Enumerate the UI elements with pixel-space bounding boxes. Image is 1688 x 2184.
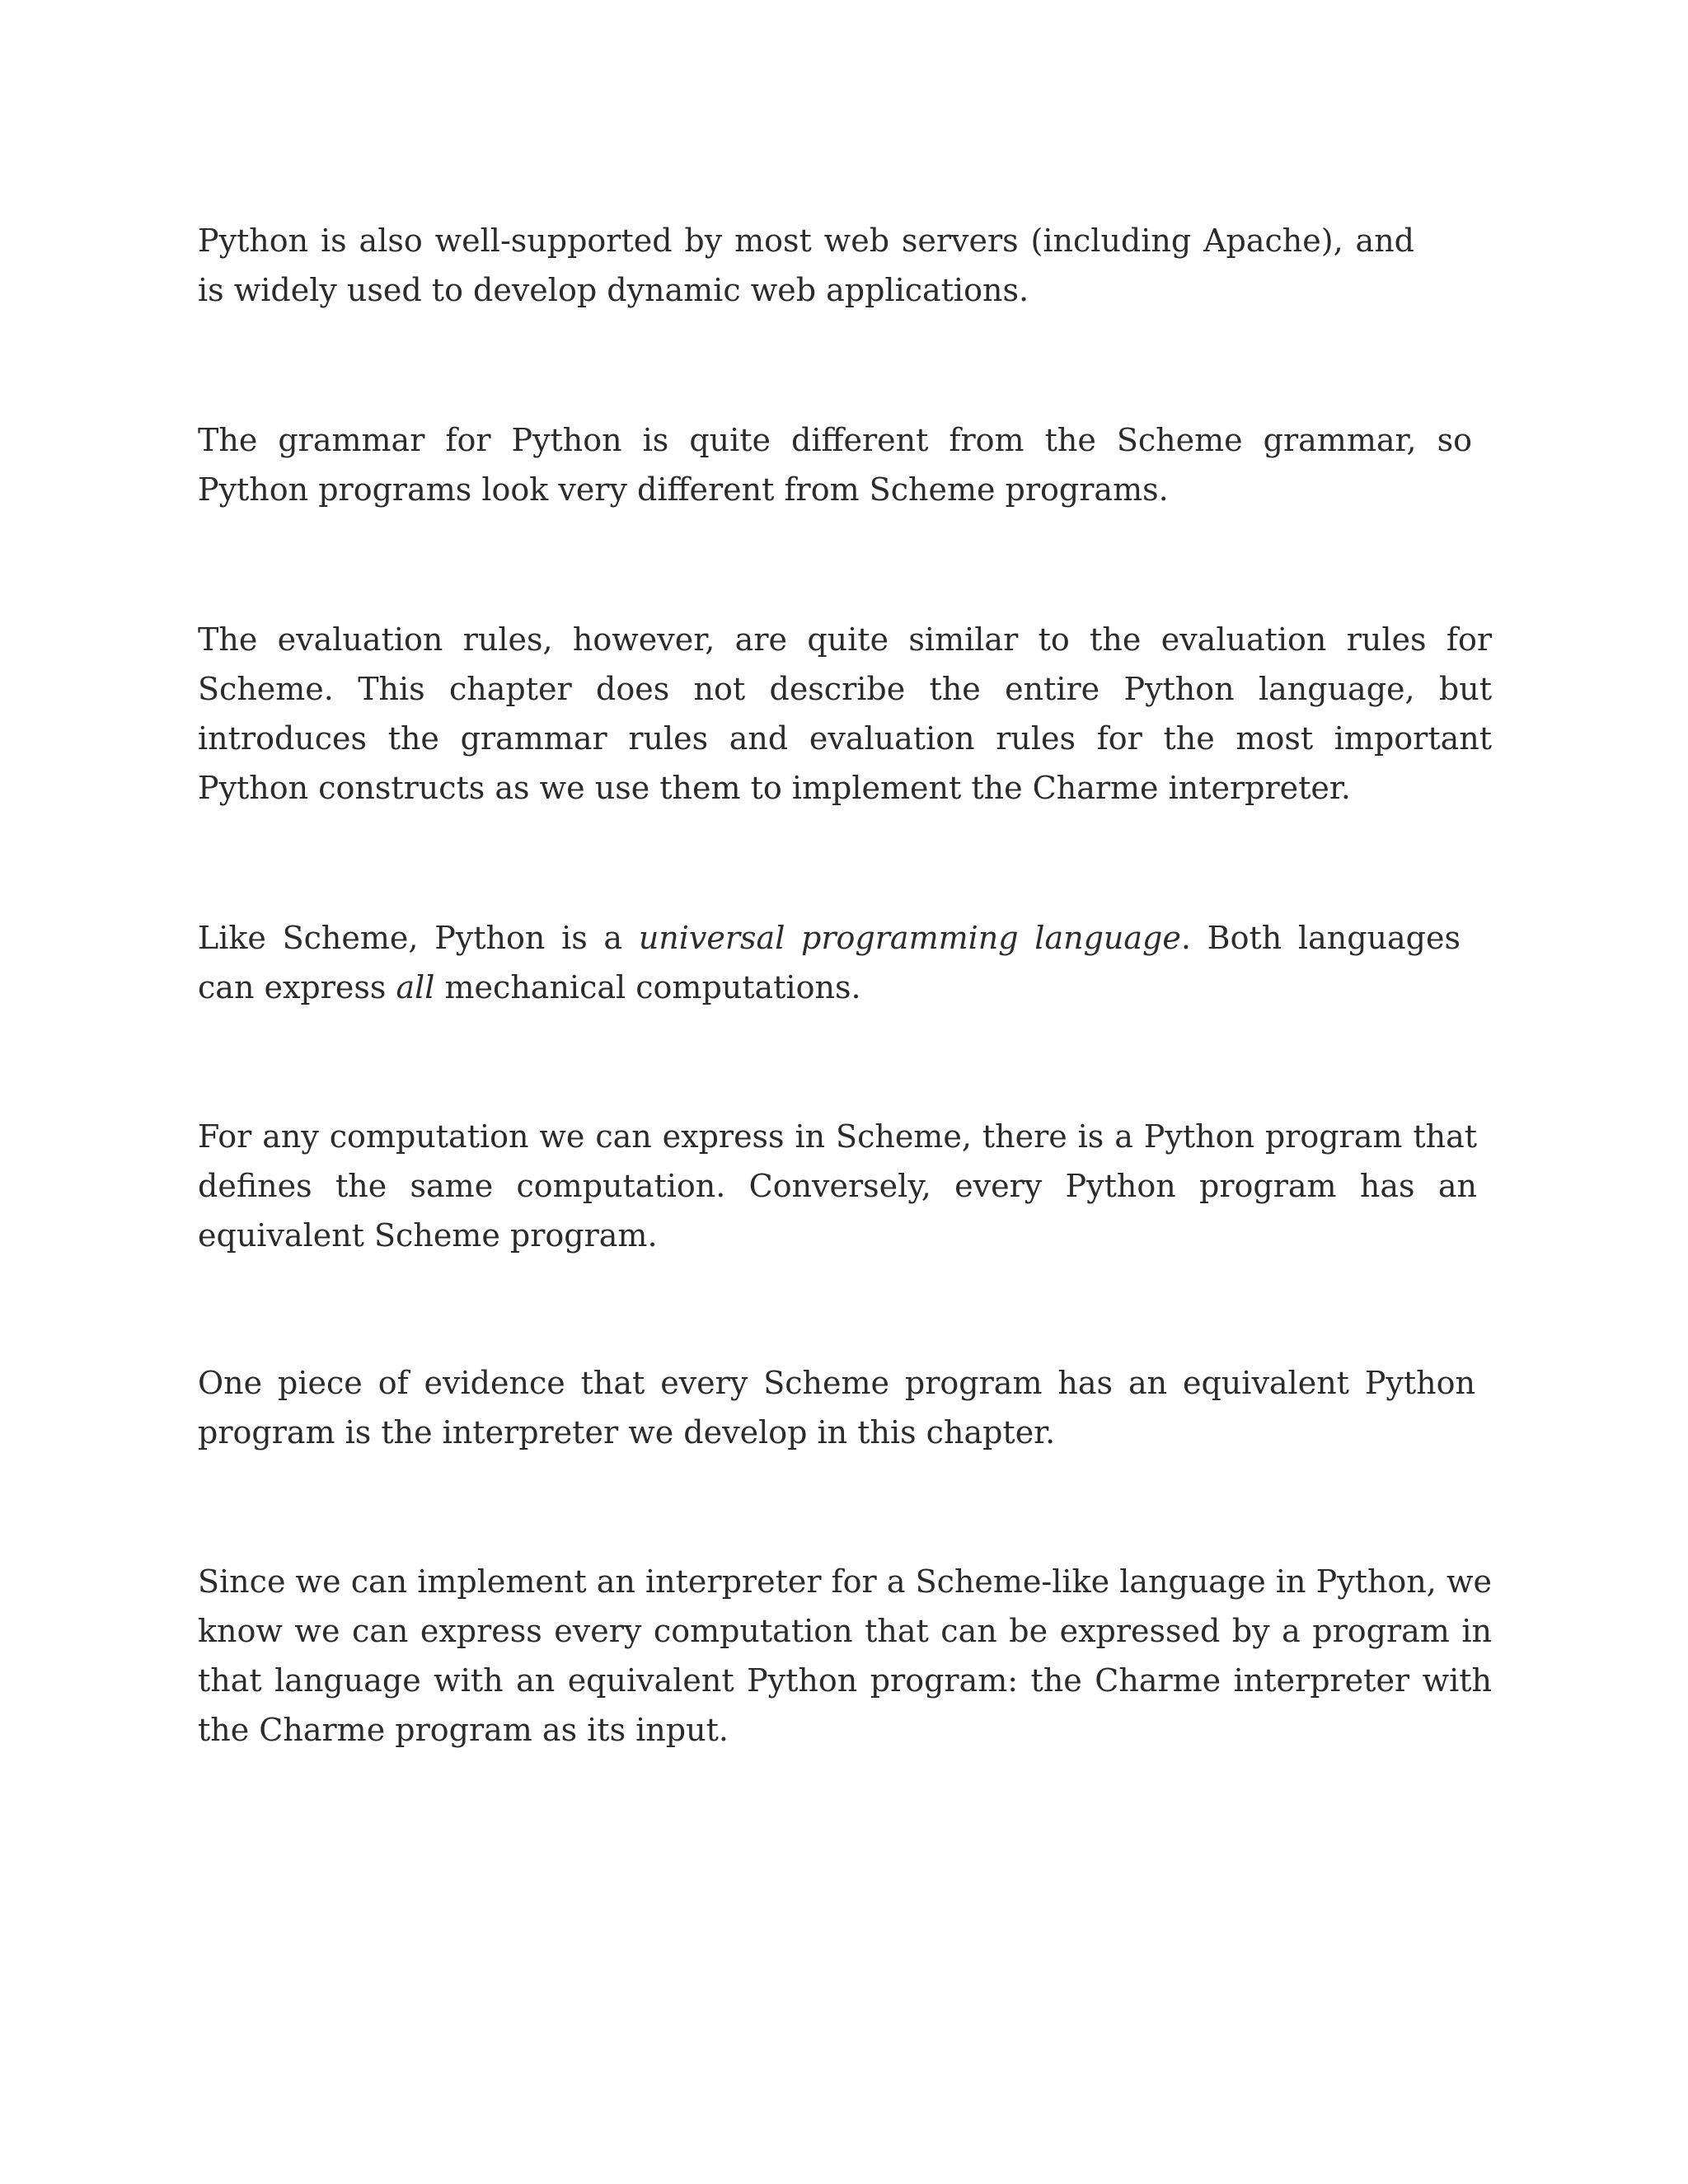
paragraph-equivalent-programs: For any computation we can express in Scheme, there is a Python program that defines the same computation. Conversely, every Python program has an equivalent Scheme program.: [198, 1118, 1477, 1254]
paragraph-grammar: The grammar for Python is quite different from the Scheme grammar, so Python programs look very different from Scheme programs.: [198, 422, 1472, 508]
text-run: mechanical computations.: [434, 969, 861, 1005]
text-run: Like Scheme, Python is a: [198, 920, 639, 956]
emphasis-all: all: [396, 969, 435, 1005]
paragraph-charme-interpreter: Since we can implement an interpreter for a Scheme-like language in Python, we know we can express every computation that can be expressed by a program in that language with an equivalent Python program: the Charme interpreter with the Charme program as its input.: [198, 1563, 1492, 1748]
text-run: . Both languages can express: [198, 920, 1461, 1005]
emphasis-universal-programming-language: universal programming language: [638, 920, 1181, 956]
paragraph-universal-language: [198, 913, 1461, 1012]
paragraph-evidence: One piece of evidence that every Scheme program has an equivalent Python program is the interpreter we develop in this chapter.: [198, 1365, 1475, 1451]
paragraph-evaluation-rules: The evaluation rules, however, are quite similar to the evaluation rules for Scheme. This chapter does not describe the entire Python language, but introduces the grammar rules and evaluation rules for the most important Python constructs as we use them to implement the Charme interpreter.: [198, 621, 1492, 806]
paragraph-web-servers: Python is also well-supported by most web servers (including Apache), and is widely used to develop dynamic web applications.: [198, 223, 1414, 308]
